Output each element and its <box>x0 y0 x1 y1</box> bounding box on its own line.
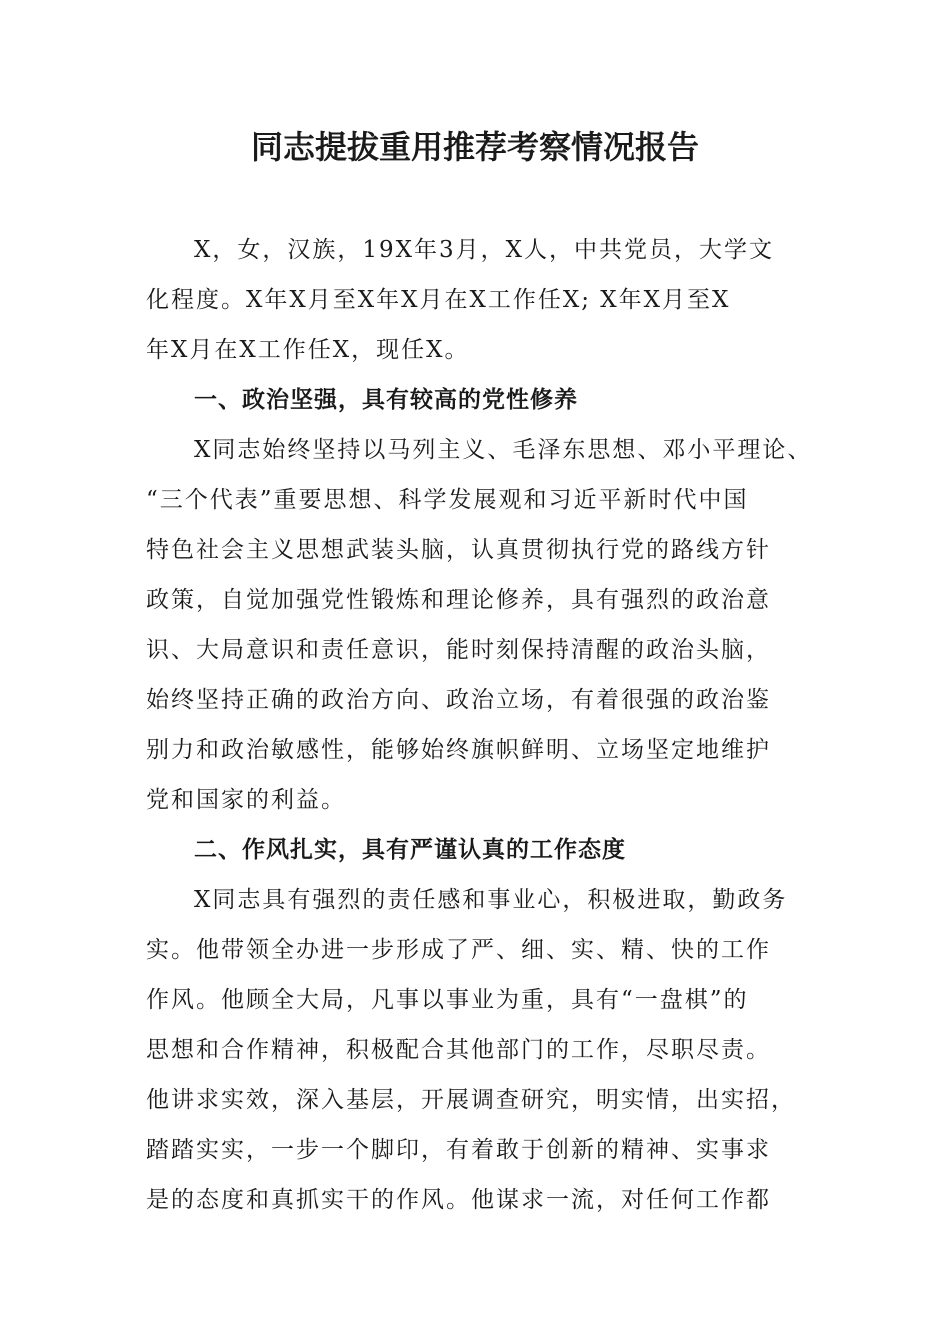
paragraph-line: 年X月在X工作任X，现任X。 <box>146 337 470 363</box>
section-heading: 一、政治坚强，具有较高的党性修养 <box>194 387 578 413</box>
paragraph-line: 化程度。X年X月至X年X月在X工作任X; X年X月至X <box>146 287 731 313</box>
paragraph-line: 作风。他顾全大局，凡事以事业为重，具有“一盘棋”的 <box>146 987 749 1013</box>
paragraph-line: 别力和政治敏感性，能够始终旗帜鲜明、立场坚定地维护 <box>146 737 771 763</box>
paragraph-line: 政策，自觉加强党性锻炼和理论修养，具有强烈的政治意 <box>146 587 771 613</box>
paragraph-line: 是的态度和真抓实干的作风。他谋求一流，对任何工作都 <box>146 1187 771 1213</box>
paragraph-line: 特色社会主义思想武装头脑，认真贯彻执行党的路线方针 <box>146 537 771 563</box>
paragraph-line: X同志具有强烈的责任感和事业心，积极进取，勤政务 <box>194 887 788 913</box>
paragraph-line: X，女，汉族，19X年3月，X人，中共党员，大学文 <box>194 237 775 263</box>
document-title: 同志提拔重用推荐考察情况报告 <box>250 128 699 166</box>
paragraph-line: “三个代表”重要思想、科学发展观和习近平新时代中国 <box>146 487 749 513</box>
paragraph-line: 识、大局意识和责任意识，能时刻保持清醒的政治头脑， <box>146 637 771 663</box>
paragraph-line: 党和国家的利益。 <box>146 787 346 813</box>
paragraph-line: 实。他带领全办进一步形成了严、细、实、精、快的工作 <box>146 937 771 963</box>
paragraph-line: X同志始终坚持以马列主义、毛泽东思想、邓小平理论、 <box>194 437 813 463</box>
paragraph-line: 他讲求实效，深入基层，开展调查研究，明实情，出实招， <box>146 1087 796 1113</box>
paragraph-line: 踏踏实实，一步一个脚印，有着敢于创新的精神、实事求 <box>146 1137 771 1163</box>
paragraph-line: 始终坚持正确的政治方向、政治立场，有着很强的政治鉴 <box>146 687 771 713</box>
section-heading: 二、作风扎实，具有严谨认真的工作态度 <box>194 837 626 863</box>
paragraph-line: 思想和合作精神，积极配合其他部门的工作，尽职尽责。 <box>146 1037 771 1063</box>
